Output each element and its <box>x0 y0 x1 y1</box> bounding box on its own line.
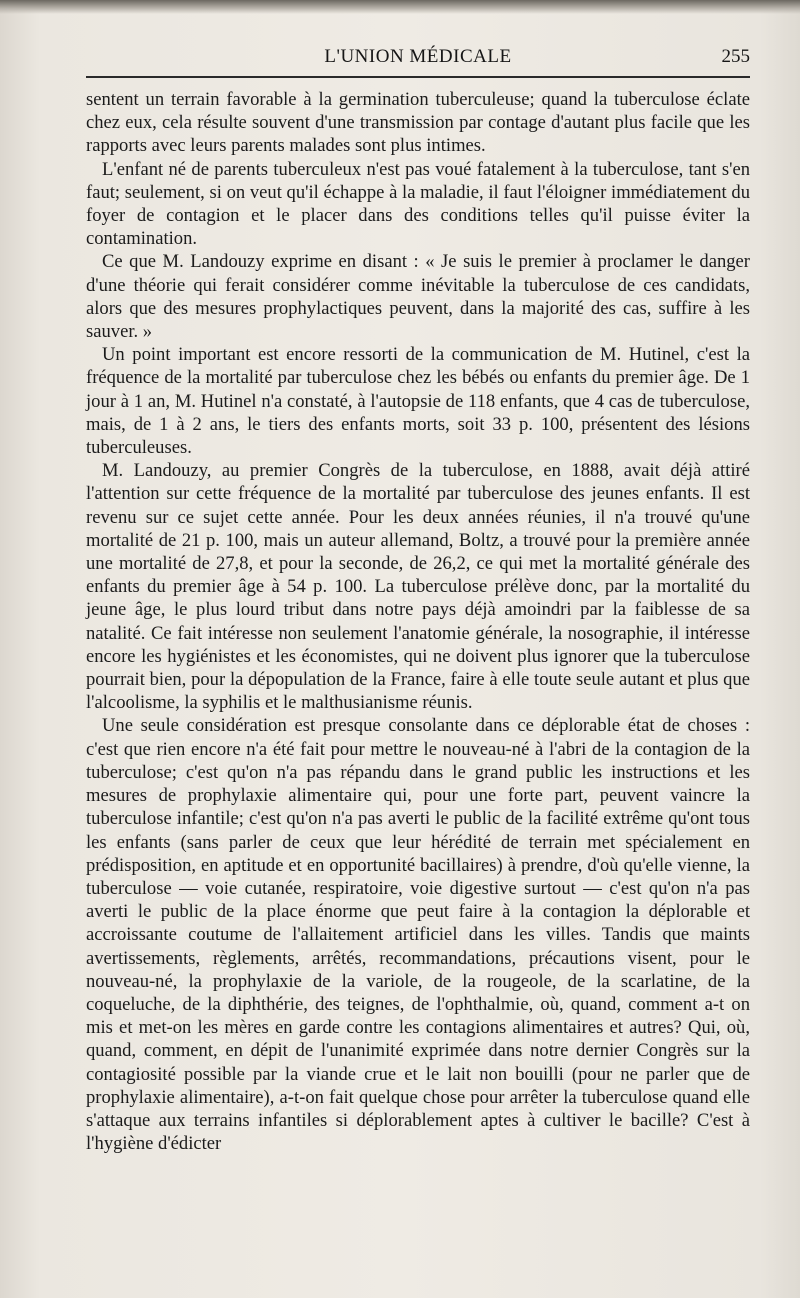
paragraph-4: Un point important est encore ressorti de la communication de M. Hutinel, c'est la fréquence de la mortalité par tuberculose chez les bébés ou enfants du premier âge. De 1 jour à 1 an, M. Hutinel n'a constaté, à l'autopsie de 118 enfants, que 4 cas de tuberculose, mais, de 1 à 2 ans, le tiers des enfants morts, soit 33 p. 100, présentent des lésions tuberculeuses. <box>86 344 750 459</box>
paragraph-1: sentent un terrain favorable à la germination tuberculeuse; quand la tuberculose éclate chez eux, cela résulte souvent d'une transmission par contage d'autant plus facile que les rapports avec leurs parents malades sont plus intimes. <box>86 89 750 157</box>
body-text <box>86 88 750 1155</box>
paragraph-2: L'enfant né de parents tuberculeux n'est pas voué fatalement à la tuberculose, tant s'en faut; seulement, si on veut qu'il échappe à la maladie, il faut l'éloigner immédiatement du foyer de contagion et le placer dans des conditions telles qu'il puisse éviter la contamination. <box>86 158 750 250</box>
paragraph-5: M. Landouzy, au premier Congrès de la tuberculose, en 1888, avait déjà attiré l'attention sur cette fréquence de la mortalité par tuberculose des jeunes enfants. Il est revenu sur ce sujet cette année. Pour les deux années réunies, il n'a trouvé qu'une mortalité de 21 p. 100, mais un auteur allemand, Boltz, a trouvé pour la première année une mortalité de 27,8, et pour la seconde, de 26,2, ce qui met la mortalité générale des enfants du premier âge à 54 p. 100. La tuberculose prélève donc, par la mortalité du jeune âge, le plus lourd tribut dans notre pays déjà amoindri par la faiblesse de sa natalité. Ce fait intéresse non seulement l'anatomie générale, la nosographie, il intéresse encore les hygiénistes et les économistes, qui ne doivent plus ignorer que la tuberculose pourrait bien, pour la dépopulation de la France, faire à elle toute seule autant et plus que l'alcoolisme, la syphilis et le malthusianisme réunis. <box>86 460 750 714</box>
paragraph-6: Une seule considération est presque consolante dans ce déplorable état de choses : c'est que rien encore n'a été fait pour mettre le nouveau-né à l'abri de la contagion de la tuberculose; c'est qu'on n'a pas répandu dans le grand public les instructions et les mesures de prophylaxie alimentaire qui, pour une forte part, peuvent vaincre la tuberculose infantile; c'est qu'on n'a pas averti le public de la facilité extrême qu'ont tous les enfants (sans parler de ceux que leur hérédité de terrain met spécialement en prédisposition, en aptitude et en opportunité bacillaires) à prendre, d'où qu'elle vienne, la tuberculose — voie cutanée, respiratoire, voie digestive surtout — c'est qu'on n'a pas averti le public de la place énorme que peut faire à la contagion la déplorable et accroissante coutume de l'allaitement artificiel dans les villes. Tandis que maints avertissements, règlements, arrêtés, recommandations, précautions visent, pour le nouveau-né, la prophylaxie de la variole, de la rougeole, de la scarlatine, de la coqueluche, de la diphthérie, des teignes, de l'ophthalmie, où, quand, comment a-t on mis et met-on les mères en garde contre les contagions alimentaires et autres? Qui, où, quand, comment, en dépit de l'unanimité exprimée dans notre dernier Congrès sur la contagiosité possible par la viande crue et le lait non bouilli (pour ne parler que de prophylaxie alimentaire), a-t-on fait quelque chose pour arrêter la tuberculose quand elle s'attaque aux terrains infantiles si déplorablement aptes à cultiver le bacille? C'est à l'hygiène d'édicter <box>86 715 750 1155</box>
header-rule <box>86 76 750 78</box>
page-edge-shadow <box>0 0 800 14</box>
paragraph-3: Ce que M. Landouzy exprime en disant : « Je suis le premier à proclamer le danger d'une théorie qui ferait considérer comme inévitable la tuberculose de ces candidats, alors que des mesures prophylactiques peuvent, dans la majorité des cas, suffire à les sauver. » <box>86 251 750 343</box>
page-header <box>86 44 750 74</box>
page-number: 255 <box>721 46 750 67</box>
running-title: L'UNION MÉDICALE <box>324 46 512 67</box>
